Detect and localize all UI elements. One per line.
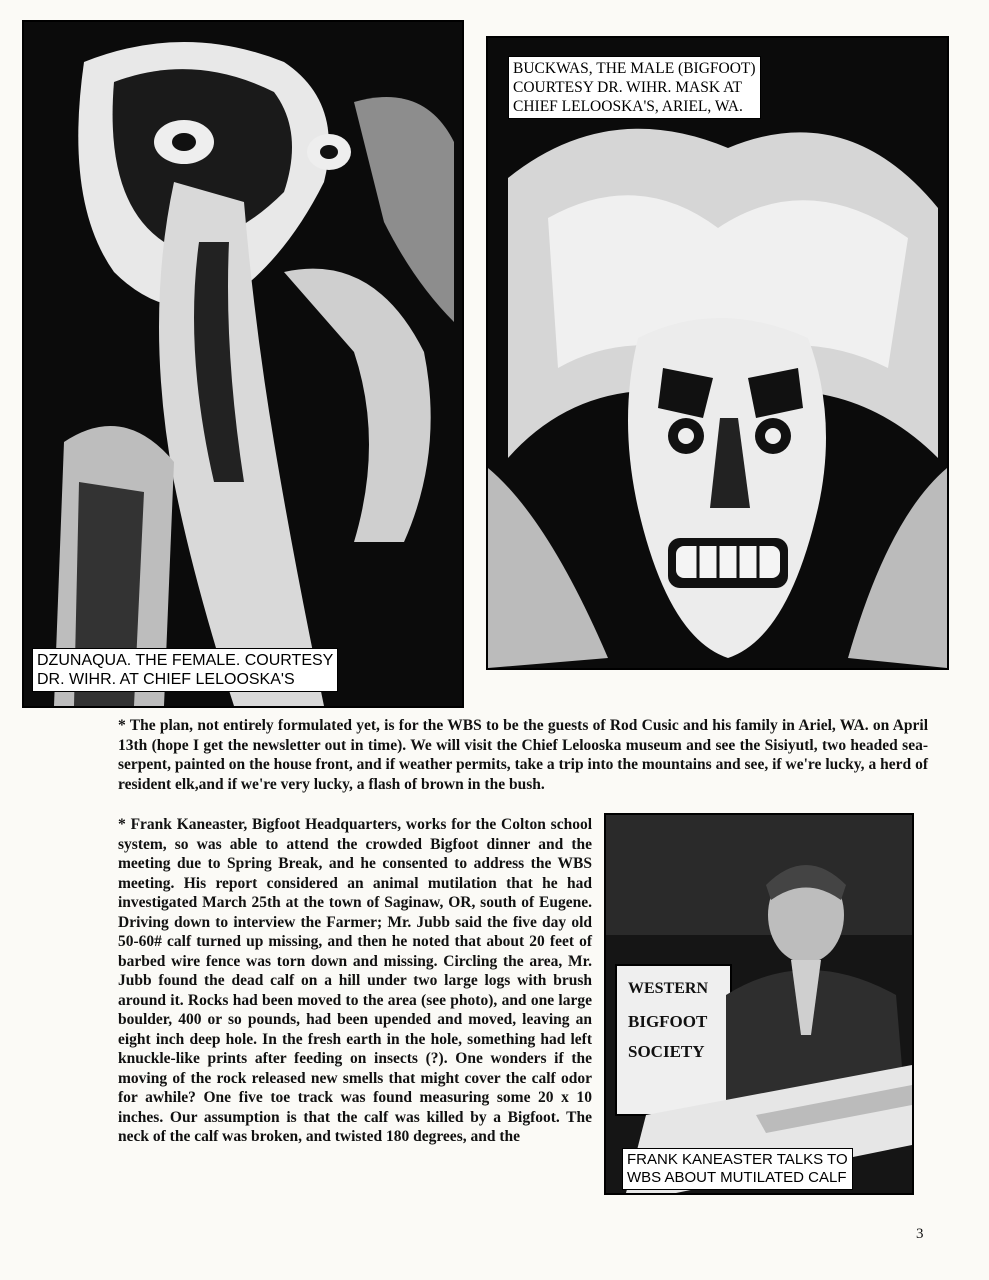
buckwas-photo	[486, 36, 949, 670]
wbs-sign-line: WESTERN	[628, 980, 709, 997]
buckwas-caption-line: COURTESY DR. WIHR. MASK AT	[513, 79, 743, 96]
kaneaster-caption	[622, 1148, 853, 1190]
dzunaqua-photo	[22, 20, 464, 708]
kaneaster-caption-line: WBS ABOUT MUTILATED CALF	[627, 1169, 847, 1186]
dzunaqua-caption-line: DR. WIHR. AT CHIEF LELOOSKA'S	[37, 671, 295, 688]
dzunaqua-caption	[32, 648, 338, 692]
buckwas-caption-line: BUCKWAS, THE MALE (BIGFOOT)	[513, 60, 756, 77]
kaneaster-photo	[604, 813, 914, 1195]
wbs-sign-line: SOCIETY	[628, 1042, 705, 1061]
kaneaster-caption-line: FRANK KANEASTER TALKS TO	[627, 1151, 848, 1168]
kaneaster-speaking-image	[606, 815, 912, 1193]
dzunaqua-totem-image	[24, 22, 462, 706]
buckwas-mask-image	[488, 38, 947, 668]
page-number: 3	[916, 1226, 924, 1242]
dzunaqua-caption-line: DZUNAQUA. THE FEMALE. COURTESY	[37, 652, 334, 669]
wbs-sign-line: BIGFOOT	[628, 1012, 708, 1031]
buckwas-caption-line: CHIEF LELOOSKA'S, ARIEL, WA.	[513, 98, 743, 115]
article-wbs-ariel-trip: * The plan, not entirely formulated yet, is for the WBS to be the guests of Rod Cusic and his family in Ariel, WA. on April 13th (hope I get the newsletter out in time). We will visit the Chief Lelooska museum and see the Sisiyutl, two headed sea-serpent, painted on the house front, and if weather permits, take a trip into the mountains and see, if we're lucky, a herd of resident elk,and if we're very lucky, a flash of brown in the bush.	[118, 717, 928, 793]
buckwas-caption	[508, 56, 761, 119]
article-calf-mutilation: * Frank Kaneaster, Bigfoot Headquarters, works for the Colton school system, so was able to attend the crowded Bigfoot dinner and the meeting due to Spring Break, and he consented to address the WBS meeting. His report considered an animal mutilation that he had investigated March 25th at the town of Saginaw, OR, south of Eugene. Driving down to interview the Farmer; Mr. Jubb said the five day old 50-60# calf turned up missing, and then he noted that about 20 feet of barbed wire fence was torn down and missing. Circling the area, Mr. Jubb found the dead calf on a hill under two large logs with brush around it. Rocks had been moved to the area (see photo), and one large boulder, 400 or so pounds, had been upended and moved, leaving an eight inch deep hole. In the fresh earth in the hole, something had left knuckle-like prints after feeding on insects (?). One wonders if the moving of the rock released new smells that might cover the calf odor for awhile? One five toe track was found measuring some 20 x 10 inches. Our assumption is that the calf was killed by a Bigfoot. The neck of the calf was broken, and twisted 180 degrees, and the	[118, 816, 592, 1145]
